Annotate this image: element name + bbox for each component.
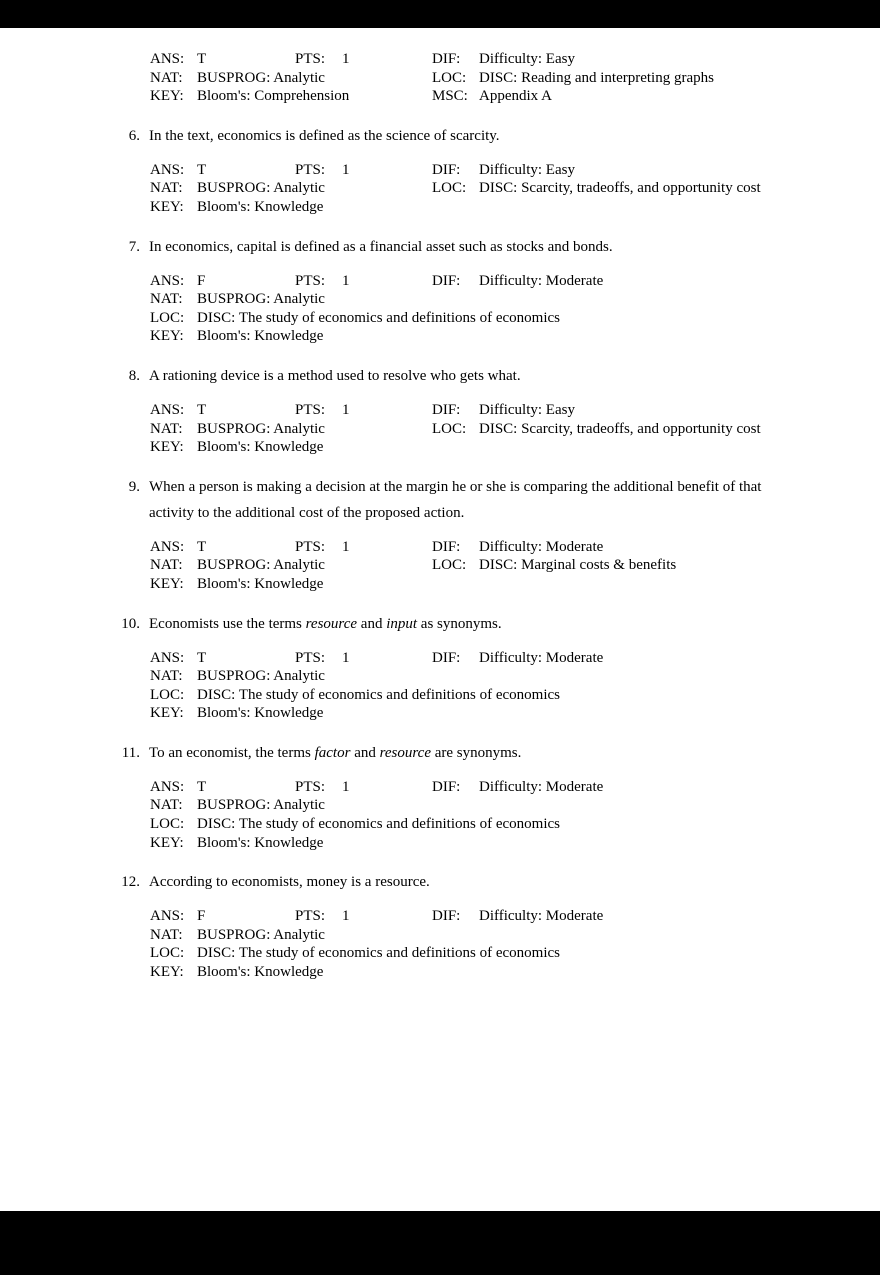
meta-label: KEY:	[150, 439, 184, 456]
meta-value: Difficulty: Easy	[479, 51, 575, 67]
meta-value: 1	[342, 649, 350, 666]
meta-pair	[295, 50, 350, 69]
meta-label: LOC:	[432, 557, 467, 574]
meta-value: T	[197, 161, 207, 178]
question-block	[118, 474, 795, 594]
meta-value: F	[197, 908, 206, 925]
question-text	[149, 869, 795, 895]
meta-value: Difficulty: Moderate	[479, 778, 604, 795]
question-number: 9.	[128, 478, 140, 495]
meta-value: Difficulty: Moderate	[479, 908, 604, 925]
answer-meta-section	[150, 649, 795, 723]
meta-pair	[432, 649, 603, 668]
meta-label: PTS:	[295, 161, 326, 178]
meta-value: 1	[342, 161, 350, 178]
meta-label: ANS:	[150, 778, 185, 795]
meta-line	[150, 290, 795, 309]
meta-pair	[150, 796, 325, 815]
meta-label: ANS:	[150, 538, 185, 555]
meta-value: T	[197, 51, 207, 67]
question-text	[149, 234, 795, 260]
meta-value: Bloom's: Comprehension	[197, 88, 350, 105]
question-text-segment: A rationing device is a method used to resolve who gets what.	[149, 367, 521, 384]
meta-line	[150, 69, 795, 88]
meta-pair	[295, 538, 350, 557]
meta-value: Difficulty: Easy	[479, 401, 575, 418]
meta-pair	[150, 161, 206, 180]
question-number: 11.	[121, 744, 140, 761]
question-text-segment: and	[350, 744, 380, 761]
meta-value: 1	[342, 51, 350, 67]
answer-meta-section	[150, 538, 795, 594]
answer-meta-section	[150, 272, 795, 346]
meta-pair	[150, 815, 560, 834]
question-text	[149, 740, 795, 766]
meta-label: PTS:	[295, 538, 326, 555]
meta-label: DIF:	[432, 51, 461, 67]
meta-label: KEY:	[150, 328, 184, 345]
question-text-segment: and	[357, 615, 387, 632]
meta-label: KEY:	[150, 198, 184, 215]
meta-value: Difficulty: Moderate	[479, 272, 604, 289]
answer-meta-section	[150, 778, 795, 852]
meta-pair	[150, 778, 206, 797]
meta-label: ANS:	[150, 272, 185, 289]
meta-pair	[150, 944, 560, 963]
question-text-segment: When a person is making a decision at the margin he or she is comparing the additional benefit of that activity to the additional cost of the proposed action.	[149, 478, 762, 521]
meta-label: LOC:	[432, 69, 467, 86]
meta-label: LOC:	[432, 420, 467, 437]
meta-label: ANS:	[150, 161, 185, 178]
meta-pair	[432, 556, 676, 575]
meta-pair	[432, 420, 761, 439]
question-line	[118, 363, 795, 389]
meta-value: BUSPROG: Analytic	[197, 69, 325, 86]
meta-value: BUSPROG: Analytic	[197, 180, 325, 197]
meta-pair	[150, 704, 323, 723]
meta-pair	[150, 272, 205, 291]
question-text-segment: In economics, capital is defined as a financial asset such as stocks and bonds.	[149, 238, 613, 255]
meta-label: PTS:	[295, 908, 326, 925]
meta-label: ANS:	[150, 401, 185, 418]
question-text-italic-term: factor	[314, 744, 351, 761]
meta-pair	[295, 272, 350, 291]
meta-pair	[295, 161, 350, 180]
meta-label: PTS:	[295, 51, 326, 67]
question-text-segment: as synonyms.	[417, 615, 502, 632]
meta-line	[150, 50, 795, 69]
meta-pair	[150, 575, 323, 594]
meta-pair	[150, 538, 206, 557]
question-number: 6.	[128, 127, 140, 144]
meta-value: Bloom's: Knowledge	[197, 328, 324, 345]
meta-label: LOC:	[150, 816, 185, 833]
meta-value: DISC: Scarcity, tradeoffs, and opportunity cost	[479, 420, 761, 437]
meta-label: PTS:	[295, 401, 326, 418]
meta-value: DISC: Marginal costs & benefits	[479, 557, 677, 574]
meta-label: NAT:	[150, 926, 183, 943]
meta-line	[150, 309, 795, 328]
meta-label: KEY:	[150, 88, 184, 105]
meta-line	[150, 834, 795, 853]
document-content	[0, 28, 880, 1039]
meta-line	[150, 161, 795, 180]
meta-label: DIF:	[432, 908, 461, 925]
meta-line	[150, 944, 795, 963]
question-block	[118, 869, 795, 981]
meta-pair	[432, 50, 575, 69]
meta-value: 1	[342, 272, 350, 289]
question-number: 7.	[128, 238, 140, 255]
meta-label: ANS:	[150, 649, 185, 666]
meta-pair	[150, 963, 323, 982]
meta-label: DIF:	[432, 538, 461, 555]
meta-label: ANS:	[150, 908, 185, 925]
meta-pair	[150, 556, 325, 575]
question-text-segment: Economists use the terms	[149, 615, 306, 632]
meta-pair	[150, 69, 325, 88]
meta-value: Appendix A	[479, 88, 552, 105]
meta-pair	[432, 907, 603, 926]
meta-value: Difficulty: Easy	[479, 161, 575, 178]
meta-value: F	[197, 272, 206, 289]
meta-value: 1	[342, 778, 350, 795]
meta-label: LOC:	[150, 686, 185, 703]
meta-line	[150, 907, 795, 926]
meta-value: BUSPROG: Analytic	[197, 668, 325, 685]
question-block	[118, 234, 795, 346]
meta-line	[150, 778, 795, 797]
answer-meta-section	[150, 50, 795, 106]
meta-label: NAT:	[150, 69, 183, 86]
meta-value: 1	[342, 401, 350, 418]
question-block	[118, 50, 795, 106]
meta-pair	[295, 649, 350, 668]
meta-pair	[295, 401, 350, 420]
meta-value: 1	[342, 908, 350, 925]
meta-label: PTS:	[295, 649, 326, 666]
meta-pair	[150, 649, 206, 668]
question-line	[118, 611, 795, 637]
meta-label: NAT:	[150, 668, 183, 685]
meta-line	[150, 926, 795, 945]
meta-line	[150, 963, 795, 982]
meta-pair	[432, 401, 575, 420]
meta-line	[150, 815, 795, 834]
question-number: 10.	[121, 615, 140, 632]
question-line	[118, 869, 795, 895]
meta-value: BUSPROG: Analytic	[197, 420, 325, 437]
meta-label: DIF:	[432, 401, 461, 418]
meta-pair	[150, 327, 323, 346]
meta-label: NAT:	[150, 291, 183, 308]
meta-value: T	[197, 649, 207, 666]
question-text-segment: In the text, economics is defined as the science of scarcity.	[149, 127, 500, 144]
meta-line	[150, 667, 795, 686]
meta-value: DISC: The study of economics and definitions of economics	[197, 945, 560, 962]
meta-label: DIF:	[432, 272, 461, 289]
meta-line	[150, 438, 795, 457]
question-line	[118, 234, 795, 260]
meta-pair	[150, 87, 349, 106]
question-text-italic-term: input	[386, 615, 418, 632]
meta-line	[150, 704, 795, 723]
meta-value: BUSPROG: Analytic	[197, 557, 325, 574]
meta-label: LOC:	[150, 309, 185, 326]
meta-label: KEY:	[150, 705, 184, 722]
answer-meta-section	[150, 161, 795, 217]
meta-label: KEY:	[150, 964, 184, 981]
meta-label: NAT:	[150, 557, 183, 574]
meta-label: MSC:	[432, 88, 468, 105]
question-number: 12.	[121, 874, 140, 891]
meta-label: NAT:	[150, 797, 183, 814]
meta-value: DISC: The study of economics and definitions of economics	[197, 309, 560, 326]
meta-value: 1	[342, 538, 350, 555]
meta-pair	[432, 161, 575, 180]
meta-line	[150, 401, 795, 420]
meta-pair	[150, 50, 206, 69]
meta-pair	[432, 778, 603, 797]
meta-value: DISC: Reading and interpreting graphs	[479, 69, 714, 86]
meta-pair	[150, 907, 205, 926]
meta-pair	[295, 778, 350, 797]
meta-pair	[432, 87, 552, 106]
meta-pair	[432, 179, 761, 198]
meta-pair	[150, 420, 325, 439]
question-block	[118, 363, 795, 457]
meta-value: DISC: The study of economics and definitions of economics	[197, 686, 560, 703]
meta-label: LOC:	[150, 945, 185, 962]
question-text	[149, 363, 795, 389]
meta-value: T	[197, 778, 207, 795]
meta-label: PTS:	[295, 272, 326, 289]
meta-line	[150, 272, 795, 291]
meta-pair	[150, 290, 325, 309]
meta-label: NAT:	[150, 180, 183, 197]
meta-value: T	[197, 401, 207, 418]
question-text-segment: According to economists, money is a resource.	[149, 874, 430, 891]
meta-line	[150, 420, 795, 439]
question-text-italic-term: resource	[379, 744, 431, 761]
meta-pair	[150, 834, 323, 853]
question-block	[118, 123, 795, 217]
meta-line	[150, 198, 795, 217]
meta-pair	[432, 538, 603, 557]
meta-pair	[150, 686, 560, 705]
meta-line	[150, 686, 795, 705]
meta-pair	[150, 667, 325, 686]
meta-pair	[150, 198, 323, 217]
meta-line	[150, 556, 795, 575]
meta-value: BUSPROG: Analytic	[197, 797, 325, 814]
meta-pair	[150, 309, 560, 328]
question-block	[118, 740, 795, 852]
meta-label: LOC:	[432, 180, 467, 197]
meta-pair	[150, 926, 325, 945]
meta-line	[150, 649, 795, 668]
meta-pair	[432, 272, 603, 291]
question-line	[118, 740, 795, 766]
meta-value: DISC: Scarcity, tradeoffs, and opportunity cost	[479, 180, 761, 197]
meta-value: Bloom's: Knowledge	[197, 705, 324, 722]
meta-value: Bloom's: Knowledge	[197, 964, 324, 981]
meta-line	[150, 87, 795, 106]
document-page	[0, 28, 880, 1211]
meta-line	[150, 796, 795, 815]
meta-pair	[150, 179, 325, 198]
meta-pair	[150, 438, 323, 457]
meta-value: Difficulty: Moderate	[479, 649, 604, 666]
question-number: 8.	[128, 367, 140, 384]
meta-label: DIF:	[432, 778, 461, 795]
meta-line	[150, 179, 795, 198]
meta-label: KEY:	[150, 575, 184, 592]
question-text	[149, 123, 795, 149]
question-text	[149, 474, 795, 526]
meta-label: KEY:	[150, 834, 184, 851]
meta-value: BUSPROG: Analytic	[197, 291, 325, 308]
meta-value: T	[197, 538, 207, 555]
answer-meta-section	[150, 401, 795, 457]
meta-label: PTS:	[295, 778, 326, 795]
meta-label: NAT:	[150, 420, 183, 437]
meta-label: ANS:	[150, 51, 185, 67]
question-text-segment: To an economist, the terms	[149, 744, 315, 761]
meta-line	[150, 575, 795, 594]
question-block	[118, 611, 795, 723]
question-text	[149, 611, 795, 637]
meta-value: Bloom's: Knowledge	[197, 198, 324, 215]
meta-label: DIF:	[432, 161, 461, 178]
question-text-segment: are synonyms.	[430, 744, 522, 761]
meta-line	[150, 327, 795, 346]
meta-value: DISC: The study of economics and definitions of economics	[197, 816, 560, 833]
meta-label: DIF:	[432, 649, 461, 666]
meta-pair	[150, 401, 206, 420]
meta-value: Difficulty: Moderate	[479, 538, 604, 555]
meta-line	[150, 538, 795, 557]
meta-pair	[432, 69, 714, 88]
meta-value: Bloom's: Knowledge	[197, 575, 324, 592]
screen-background	[0, 28, 880, 1275]
question-text-italic-term: resource	[305, 615, 358, 632]
meta-value: Bloom's: Knowledge	[197, 834, 324, 851]
meta-pair	[295, 907, 350, 926]
answer-meta-section	[150, 907, 795, 981]
question-line	[118, 123, 795, 149]
meta-value: BUSPROG: Analytic	[197, 926, 325, 943]
question-line	[118, 474, 795, 526]
meta-value: Bloom's: Knowledge	[197, 439, 324, 456]
